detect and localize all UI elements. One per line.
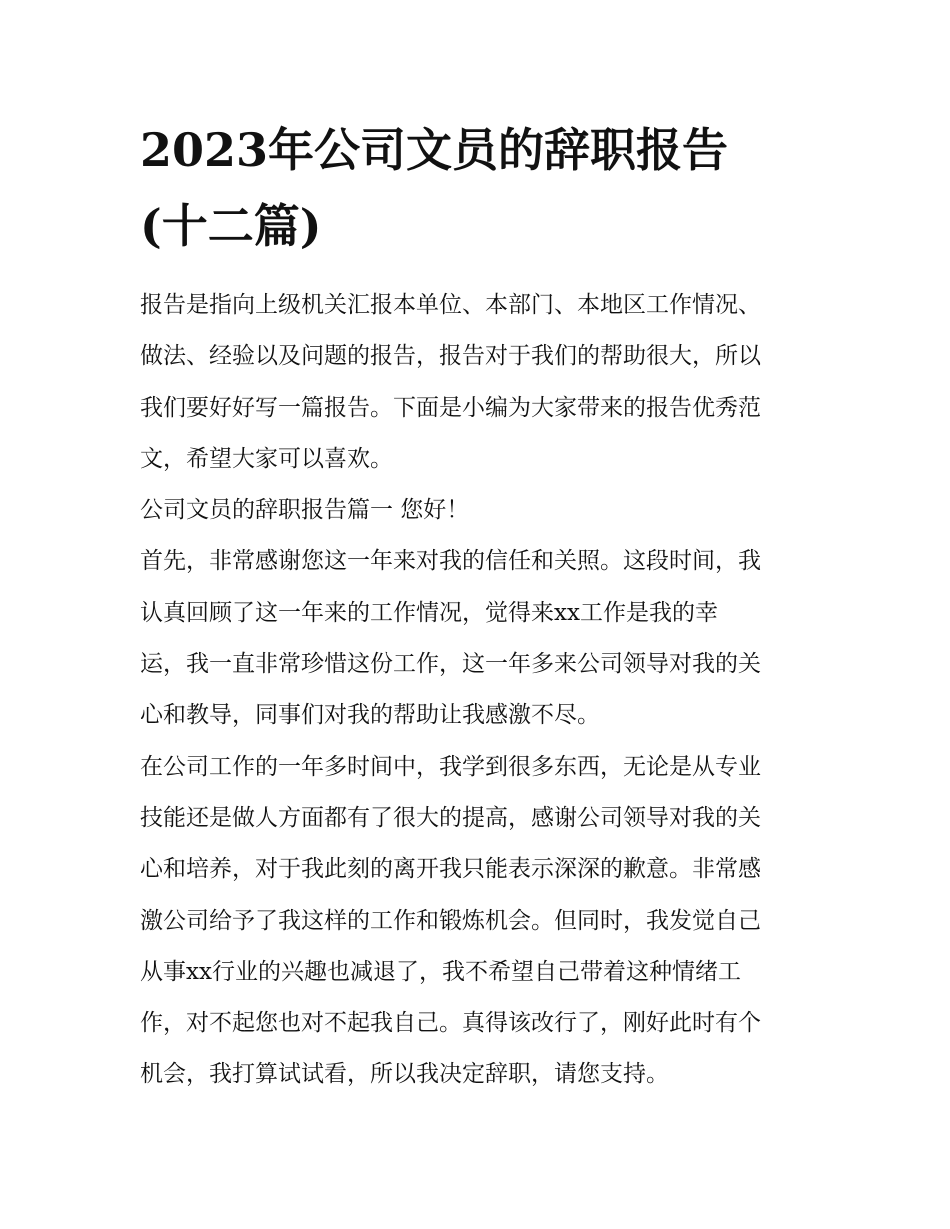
body-line: 心和培养，对于我此刻的离开我只能表示深深的歉意。非常感 <box>140 856 761 883</box>
body-line: 心和教导，同事们对我的帮助让我感激不尽。 <box>140 702 600 729</box>
body-line: 运，我一直非常珍惜这份工作，这一年多来公司领导对我的关 <box>140 651 761 678</box>
document-body <box>140 280 820 1101</box>
title-line-1: 2023年公司文员的辞职报告 <box>140 123 729 177</box>
document-title <box>140 112 820 264</box>
body-line: 做法、经验以及问题的报告，报告对于我们的帮助很大，所以 <box>140 343 761 370</box>
body-line: 技能还是做人方面都有了很大的提高，感谢公司领导对我的关 <box>140 804 761 831</box>
body-line: 文，希望大家可以喜欢。 <box>140 445 393 472</box>
body-line: 我们要好好写一篇报告。下面是小编为大家带来的报告优秀范 <box>140 394 761 421</box>
body-line: 在公司工作的一年多时间中，我学到很多东西，无论是从专业 <box>140 753 761 780</box>
body-line: 认真回顾了这一年来的工作情况，觉得来xx工作是我的幸 <box>140 599 718 626</box>
title-line-2: (十二篇) <box>140 199 322 253</box>
body-line: 公司文员的辞职报告篇一 您好！ <box>140 497 470 524</box>
body-line: 机会，我打算试试看，所以我决定辞职，请您支持。 <box>140 1061 669 1088</box>
body-line: 报告是指向上级机关汇报本单位、本部门、本地区工作情况、 <box>140 292 761 318</box>
body-line: 首先，非常感谢您这一年来对我的信任和关照。这段时间，我 <box>140 548 761 575</box>
body-line: 激公司给予了我这样的工作和锻炼机会。但同时，我发觉自己 <box>140 907 761 934</box>
body-line: 从事xx行业的兴趣也减退了，我不希望自己带着这种情绪工 <box>140 958 741 985</box>
body-line: 作，对不起您也对不起我自己。真得该改行了，刚好此时有个 <box>140 1010 761 1037</box>
